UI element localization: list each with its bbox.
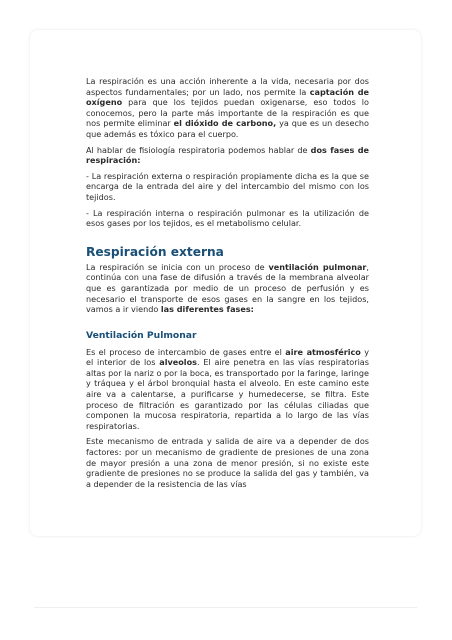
document-body bbox=[86, 76, 369, 494]
section-heading-respiracion-externa: Respiración externa bbox=[86, 244, 224, 259]
page-divider bbox=[34, 607, 417, 608]
section-paragraph bbox=[86, 262, 369, 315]
bold-text: las diferentes fases: bbox=[160, 304, 254, 315]
text: ya que es un desecho que además es tóxico para el cuerpo. bbox=[86, 118, 370, 139]
text: Al hablar de fisiología respiratoria podemos hablar de bbox=[86, 144, 311, 155]
bold-text: captación de oxígeno bbox=[86, 86, 369, 108]
ventilation-paragraph bbox=[86, 347, 369, 432]
bold-text: dos fases de respiración: bbox=[86, 144, 370, 166]
bold-text: el dióxido de carbono, bbox=[173, 118, 277, 129]
text: para que los tejidos puedan oxigenarse, eso todos lo conocemos, pero la parte más importante de la respiración es que nos permite eliminar bbox=[86, 97, 369, 129]
external-respiration-item: - La respiración externa o respiración propiamente dicha es la que se encarga de la entrada del aire y del intercambio del mismo con los tejidos. bbox=[86, 170, 369, 202]
text: Es el proceso de intercambio de gases entre el bbox=[86, 346, 286, 357]
subsection-heading-ventilacion: Ventilación Pulmonar bbox=[86, 329, 197, 341]
text: y el interior de los bbox=[86, 346, 370, 368]
text: . El aire penetra en las vías respiratorias altas por la nariz o por la boca, es transportado por la faringe, laringe y tráquea y el árbol bronquial hasta el alveolo. En este camino este aire va a calentarse, a purificarse y humedecerse, se filtra. Este proceso de filtración es garantizado por las células ciliadas que componen la mucosa respiratoria, repartida a lo largo de las vías respiratorias. bbox=[86, 357, 369, 431]
bold-text: ventilación pulmonar bbox=[268, 261, 367, 272]
text: La respiración es una acción inherente a la vida, necesaria por dos aspectos fundamentales; por un lado, nos permite la bbox=[86, 76, 369, 97]
text: La respiración se inicia con un proceso de bbox=[86, 261, 269, 272]
phases-paragraph bbox=[86, 145, 369, 166]
intro-paragraph bbox=[86, 76, 369, 140]
mechanism-paragraph: Este mecanismo de entrada y salida de aire va a depender de dos factores: por un mecanismo de gradiente de presiones de una zona de mayor presión a una zona de menor presión, si no existe este gradiente de presiones no se produce la salida del gas y también, va a depender de la resistencia de las vías bbox=[86, 436, 369, 489]
text: , continúa con una fase de difusión a través de la membrana alveolar que es garantizada por medio de un proceso de perfusión y es necesario el transporte de esos gases en la sangre en los tejidos, vamos a ir viendo bbox=[86, 261, 369, 315]
bold-text: alveolos bbox=[159, 357, 197, 368]
bold-text: aire atmosférico bbox=[285, 346, 361, 357]
internal-respiration-item: - La respiración interna o respiración pulmonar es la utilización de esos gases por los tejidos, es el metabolismo celular. bbox=[86, 207, 369, 229]
